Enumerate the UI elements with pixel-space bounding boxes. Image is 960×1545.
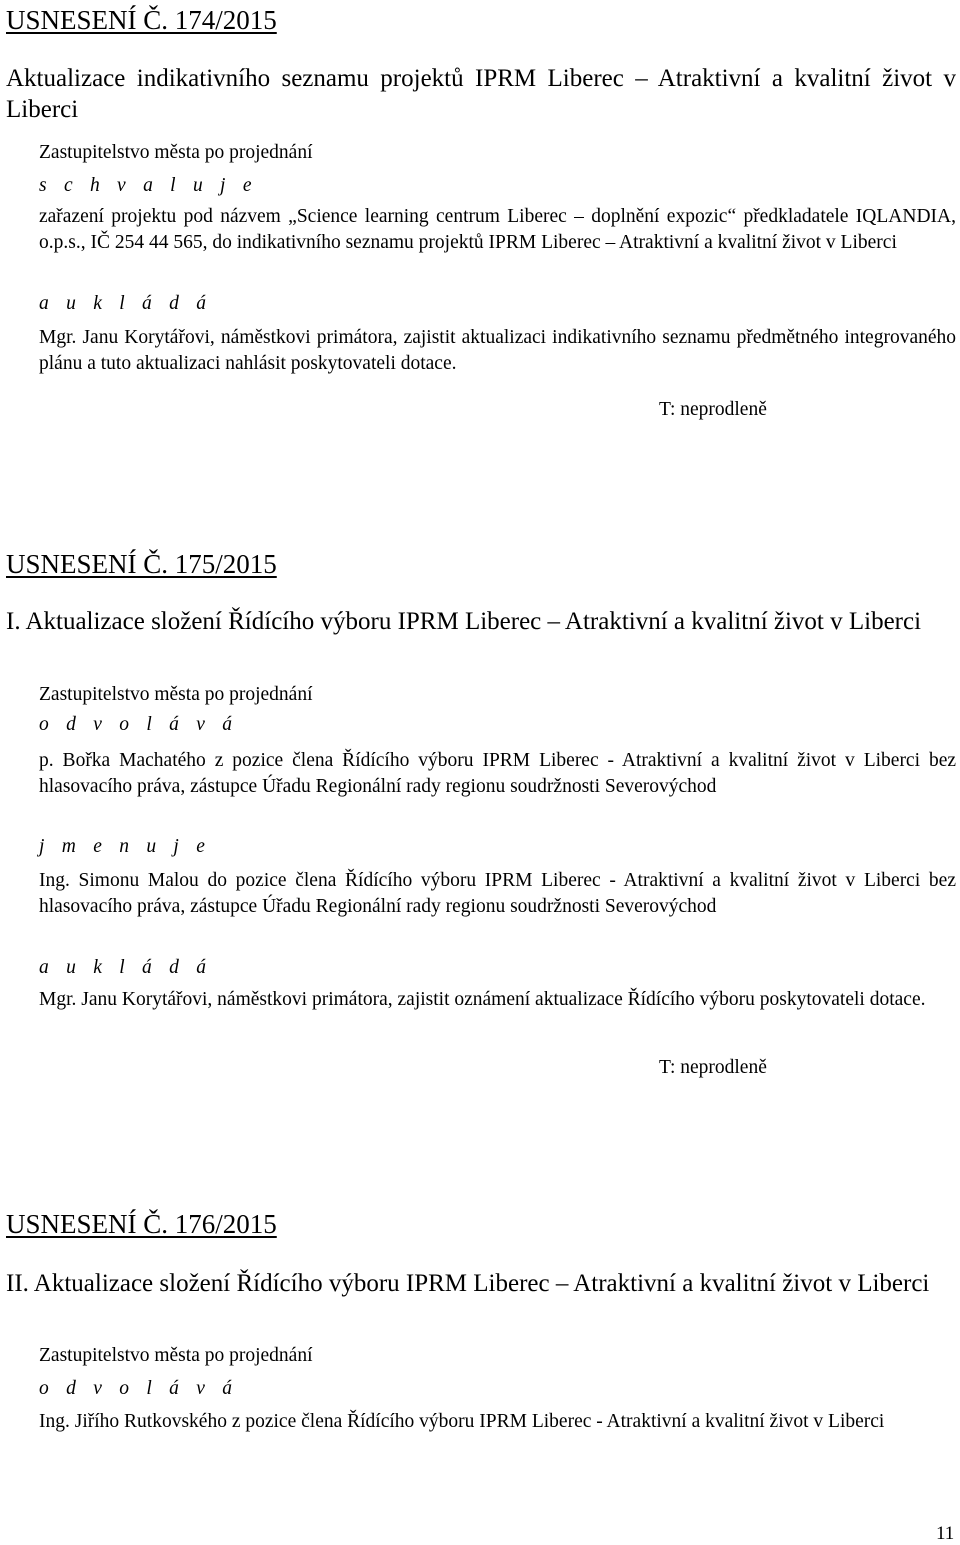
resolution-verb: o d v o l á v á <box>39 714 239 735</box>
resolution-heading: USNESENÍ Č. 176/2015 <box>6 1209 277 1239</box>
resolution-verb: a u k l á d á <box>39 293 213 314</box>
resolution-title: II. Aktualizace složení Řídícího výboru IPRM Liberec – Atraktivní a kvalitní život v Liberci <box>6 1270 930 1297</box>
resolution-text: Ing. Simonu Malou do pozice člena Řídícího výboru IPRM Liberec - Atraktivní a kvalitní život v Liberci bez hlasovacího práva, zástupce Úřadu Regionální rady regionu soudržnosti Severovýchod <box>39 870 956 917</box>
page-number: 11 <box>936 1523 955 1544</box>
resolution-heading: USNESENÍ Č. 175/2015 <box>6 549 277 579</box>
resolution-title: Aktualizace indikativního seznamu projektů IPRM Liberec – Atraktivní a kvalitní život v Liberci <box>6 65 956 123</box>
resolution-preamble: Zastupitelstvo města po projednání <box>39 1345 313 1366</box>
resolution-title: I. Aktualizace složení Řídícího výboru IPRM Liberec – Atraktivní a kvalitní život v Liberci <box>6 608 922 635</box>
resolution-verb: o d v o l á v á <box>39 1378 239 1399</box>
resolution-heading: USNESENÍ Č. 174/2015 <box>6 5 277 35</box>
resolution-preamble: Zastupitelstvo města po projednání <box>39 142 313 163</box>
resolution-text: p. Bořka Machatého z pozice člena Řídícího výboru IPRM Liberec - Atraktivní a kvalitní život v Liberci bez hlasovacího práva, zástupce Úřadu Regionální rady regionu soudržnosti Severovýchod <box>39 750 956 797</box>
resolution-text: zařazení projektu pod názvem „Science learning centrum Liberec – doplnění expozic“ předkladatele IQLANDIA, o.p.s., IČ 254 44 565, do indikativního seznamu projektů IPRM Liberec – Atraktivní a kvalitní život v Liberci <box>39 206 956 253</box>
resolution-verb: a u k l á d á <box>39 957 213 978</box>
deadline-text: T: neprodleně <box>659 399 767 420</box>
resolution-text: Mgr. Janu Korytářovi, náměstkovi primátora, zajistit aktualizaci indikativního seznamu předmětného integrovaného plánu a tuto aktualizaci nahlásit poskytovateli dotace. <box>39 327 956 374</box>
resolution-text: Mgr. Janu Korytářovi, náměstkovi primátora, zajistit oznámení aktualizace Řídícího výboru poskytovateli dotace. <box>39 989 926 1010</box>
resolution-text: Ing. Jiřího Rutkovského z pozice člena Řídícího výboru IPRM Liberec - Atraktivní a kvalitní život v Liberci <box>39 1411 885 1432</box>
resolution-verb: s c h v a l u j e <box>39 175 258 196</box>
resolution-verb: j m e n u j e <box>39 836 212 857</box>
deadline-text: T: neprodleně <box>659 1057 767 1078</box>
resolution-preamble: Zastupitelstvo města po projednání <box>39 684 313 705</box>
